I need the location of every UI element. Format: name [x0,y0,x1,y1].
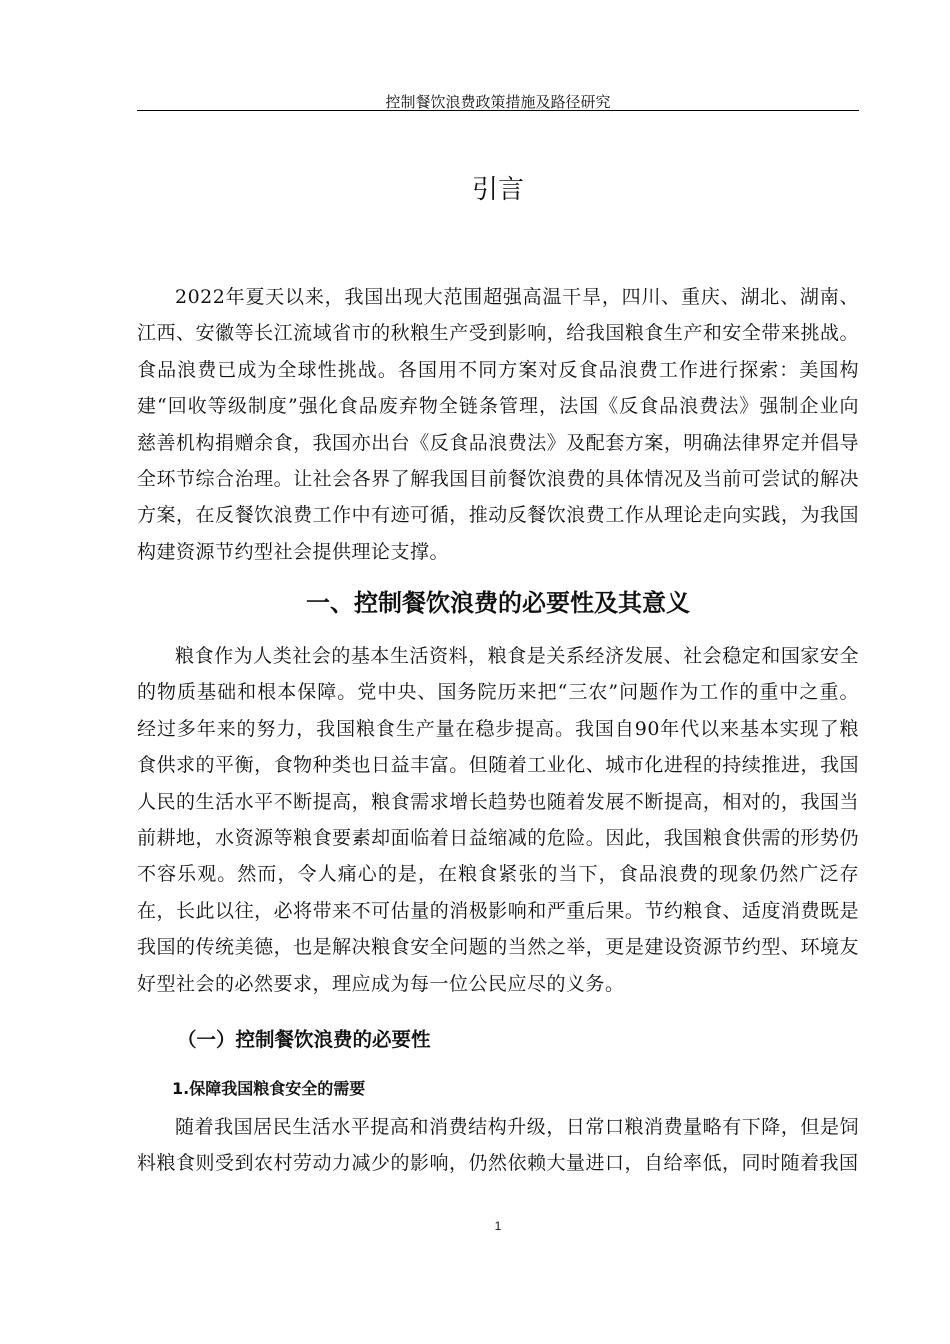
item-heading: 1.保障我国粮食安全的需要 [172,1079,366,1098]
page-number: 1 [494,1219,502,1233]
item-paragraph: 随着我国居民生活水平提高和消费结构升级，日常口粮消费量略有下降，但是饲料粮食则受到农村劳动力减少的影响，仍然依赖大量进口，自给率低，同时随着我国 [137,1116,859,1175]
section-paragraph: 粮食作为人类社会的基本生活资料，粮食是关系经济发展、社会稳定和国家安全的物质基础和根本保障。党中央、国务院历来把“三农”问题作为工作的重中之重。经过多年来的努力，我国粮食生产量在稳步提高。我国自90年代以来基本实现了粮食供求的平衡，食物种类也日益丰富。但随着工业化、城市化进程的持续推进，我国人民的生活水平不断提高，粮食需求增长趋势也随着发展不断提高，相对的，我国当前耕地，水资源等粮食要素却面临着日益缩减的危险。因此，我国粮食供需的形势仍不容乐观。然而，令人痛心的是，在粮食紧张的当下，食品浪费的现象仍然广泛存在，长此以往，必将带来不可估量的消极影响和严重后果。节约粮食、适度消费既是我国的传统美德，也是解决粮食安全问题的当然之举，更是建设资源节约型、环境友好型社会的必然要求，理应成为每一位公民应尽的义务。 [137,645,859,995]
intro-paragraph: 2022年夏天以来，我国出现大范围超强高温干旱，四川、重庆、湖北、湖南、江西、安徽等长江流域省市的秋粮生产受到影响，给我国粮食生产和安全带来挑战。食品浪费已成为全球性挑战。各国用不同方案对反食品浪费工作进行探索：美国构建“回收等级制度”强化食品废弃物全链条管理，法国《反食品浪费法》强制企业向慈善机构捐赠余食，我国亦出台《反食品浪费法》及配套方案，明确法律界定并倡导全环节综合治理。让社会各界了解我国目前餐饮浪费的具体情况及当前可尝试的解决方案，在反餐饮浪费工作中有迹可循，推动反餐饮浪费工作从理论走向实践，为我国构建资源节约型社会提供理论支撑。 [137,286,859,563]
subsection-heading: （一）控制餐饮浪费的必要性 [177,1028,431,1051]
document-title: 引言 [471,175,524,205]
header-rule [137,110,859,111]
section-heading: 一、控制餐饮浪费的必要性及其意义 [306,589,690,617]
running-header: 控制餐饮浪费政策措施及路径研究 [385,93,611,111]
